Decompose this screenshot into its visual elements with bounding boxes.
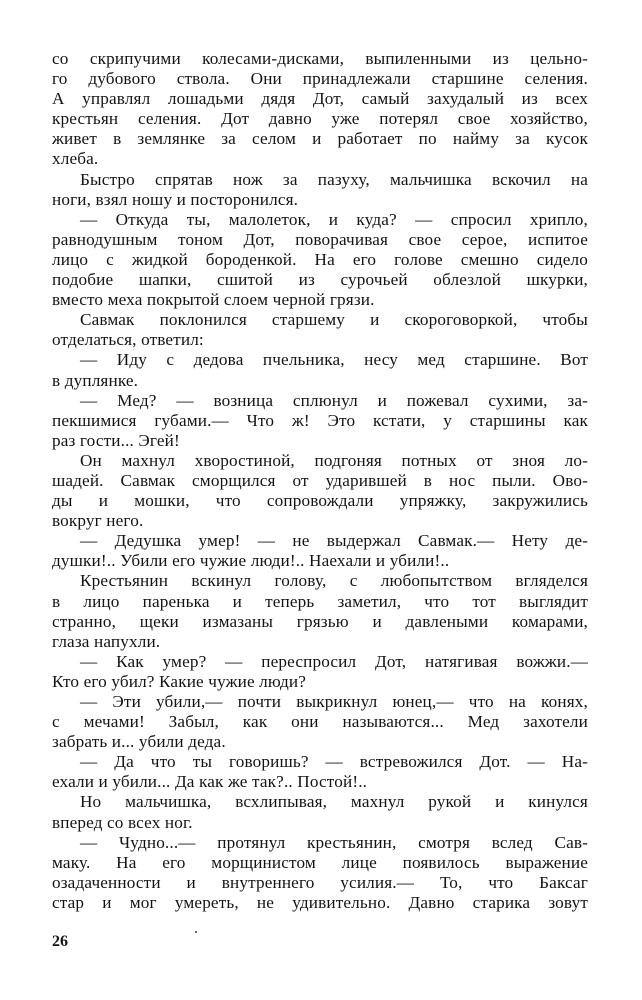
text-line: раз гости... Эгей! xyxy=(52,430,180,450)
text-line: стар и мог умереть, не удивительно. Давно старика зовут xyxy=(52,892,588,912)
text-line: — Иду с дедова пчельника, несу мед старшине. Вот xyxy=(80,350,588,370)
text-line: Крестьянин вскинул голову, с любопытством вгляделся xyxy=(80,571,588,591)
text-line: Савмак поклонился старшему и скороговоркой, чтобы xyxy=(80,310,588,330)
text-line: — Эти убили,— почти выкрикнул юнец,— что на конях, xyxy=(80,692,588,711)
text-line: ды и мошки, что сопровождали упряжку, закружились xyxy=(52,491,588,511)
text-line: забрать и... убили деда. xyxy=(52,732,226,752)
text-line: с мечами! Забыл, как они называются... Мед захотели xyxy=(52,712,588,732)
text-line: — Мед? — возница сплюнул и пожевал сухими, за- xyxy=(80,390,588,410)
text-line: вперед со всех ног. xyxy=(52,812,193,832)
text-line: вокруг него. xyxy=(52,511,144,531)
text-line: подобие шапки, сшитой из сурочьей облезлой шкурки, xyxy=(52,270,588,290)
text-line: глаза напухли. xyxy=(52,631,161,651)
text-line: — Да что ты говоришь? — встревожился Дот. — На- xyxy=(80,752,588,772)
text-line: — Дедушка умер! — не выдержал Савмак.— Нету де- xyxy=(80,531,588,551)
text-line: странно, щеки измазаны грязью и давлеными комарами, xyxy=(52,611,588,631)
text-line: лицо с жидкой бороденкой. На его голове смешно сидело xyxy=(52,249,588,269)
text-line: вместо меха покрытой слоем черной грязи. xyxy=(52,290,375,310)
text-line: озадаченности и внутреннего усилия.— То, что Баксаг xyxy=(52,872,588,892)
text-line: пекшимися губами.— Что ж! Это кстати, у старшины как xyxy=(52,410,588,430)
text-line: шадей. Савмак сморщился от ударившей в нос пыли. Ово- xyxy=(52,470,588,490)
text-line: живет в землянке за селом и работает по найму за кусок xyxy=(52,129,588,149)
text-line: душки!.. Убили его чужие люди!.. Наехали и убили!.. xyxy=(52,551,450,571)
text-line: отделаться, ответил: xyxy=(52,330,204,350)
text-line: со скрипучими колесами-дисками, выпиленными из цельно- xyxy=(52,49,588,68)
print-speck xyxy=(195,931,197,933)
text-line: крестьян селения. Дот давно уже потерял свое хозяйство, xyxy=(52,109,588,129)
text-line: маку. На его морщинистом лице появилось выражение xyxy=(52,852,588,872)
text-line: ноги, взял ношу и посторонился. xyxy=(52,189,299,209)
text-line: го дубового ствола. Они принадлежали старшине селения. xyxy=(52,69,588,89)
text-line: Он махнул хворостиной, подгоняя потных от зноя ло- xyxy=(80,450,588,470)
text-line: в дуплянке. xyxy=(52,370,139,390)
text-line: в лицо паренька и теперь заметил, что тот выглядит xyxy=(52,591,588,611)
text-line: Быстро спрятав нож за пазуху, мальчишка вскочил на xyxy=(80,169,588,189)
text-line: — Чудно...— протянул крестьянин, смотря вслед Сав- xyxy=(80,832,588,852)
text-line: равнодушным тоном Дот, поворачивая свое серое, испитое xyxy=(52,229,588,249)
text-line: Но мальчишка, всхлипывая, махнул рукой и кинулся xyxy=(80,792,588,812)
text-line: — Откуда ты, малолеток, и куда? — спросил хрипло, xyxy=(80,209,588,229)
text-line: — Как умер? — переспросил Дот, натягивая вожжи.— xyxy=(80,651,588,671)
page-number: 26 xyxy=(52,933,68,950)
text-line: А управлял лошадьми дядя Дот, самый захудалый из всех xyxy=(52,89,588,109)
text-line: ехали и убили... Да как же так?.. Постой!.. xyxy=(52,772,368,792)
text-line: хлеба. xyxy=(52,149,99,169)
page-body-text xyxy=(52,49,588,913)
text-line: Кто его убил? Какие чужие люди? xyxy=(52,671,307,691)
